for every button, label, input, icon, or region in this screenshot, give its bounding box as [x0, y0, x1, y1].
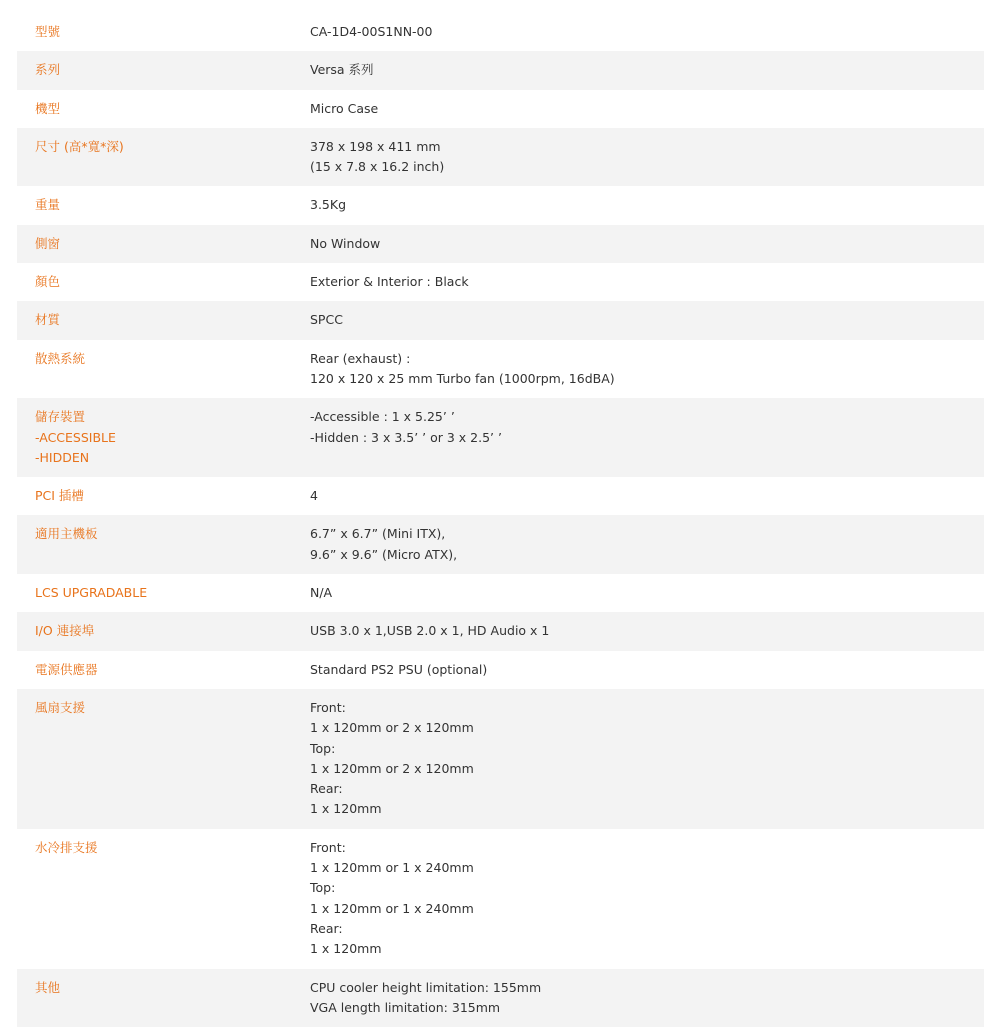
spec-value-line: 4 — [310, 486, 984, 506]
spec-row — [17, 263, 984, 301]
spec-row — [17, 477, 984, 515]
spec-label-line: -HIDDEN — [35, 448, 310, 468]
spec-value — [310, 698, 984, 820]
spec-value-line: Front: — [310, 838, 984, 858]
spec-label — [17, 407, 310, 468]
spec-value-line: 6.7” x 6.7” (Mini ITX), — [310, 524, 984, 544]
spec-value-line: Rear: — [310, 919, 984, 939]
spec-label-line: 側窗 — [35, 234, 310, 254]
spec-label-line: 水冷排支援 — [35, 838, 310, 858]
spec-row — [17, 574, 984, 612]
spec-value — [310, 407, 984, 468]
spec-row — [17, 829, 984, 969]
spec-label — [17, 99, 310, 119]
spec-label-line: 儲存裝置 — [35, 407, 310, 427]
spec-label — [17, 60, 310, 80]
spec-row — [17, 90, 984, 128]
spec-value — [310, 99, 984, 119]
spec-row — [17, 225, 984, 263]
spec-value-line: SPCC — [310, 310, 984, 330]
spec-label — [17, 978, 310, 1019]
spec-value — [310, 524, 984, 565]
spec-value-line: 1 x 120mm or 2 x 120mm — [310, 718, 984, 738]
spec-row — [17, 398, 984, 477]
spec-row — [17, 13, 984, 51]
spec-value-line: 9.6” x 9.6” (Micro ATX), — [310, 545, 984, 565]
spec-value — [310, 621, 984, 641]
spec-row — [17, 51, 984, 89]
spec-value-line: Front: — [310, 698, 984, 718]
spec-value-line: 378 x 198 x 411 mm — [310, 137, 984, 157]
spec-value — [310, 349, 984, 390]
spec-label — [17, 660, 310, 680]
spec-label-line: 顏色 — [35, 272, 310, 292]
spec-label-line: LCS UPGRADABLE — [35, 583, 310, 603]
spec-row — [17, 969, 984, 1027]
spec-label-line: 其他 — [35, 978, 310, 998]
spec-label-line: 尺寸 (高*寬*深) — [35, 137, 310, 157]
spec-value — [310, 660, 984, 680]
spec-label-line: 風扇支援 — [35, 698, 310, 718]
spec-label-line: 材質 — [35, 310, 310, 330]
spec-row — [17, 612, 984, 650]
spec-value-line: 3.5Kg — [310, 195, 984, 215]
spec-row — [17, 186, 984, 224]
spec-value-line: Rear: — [310, 779, 984, 799]
spec-value — [310, 137, 984, 178]
spec-value-line: 1 x 120mm or 1 x 240mm — [310, 899, 984, 919]
spec-value-line: CA-1D4-00S1NN-00 — [310, 22, 984, 42]
spec-label-line: 散熱系統 — [35, 349, 310, 369]
spec-value — [310, 486, 984, 506]
spec-value-line: No Window — [310, 234, 984, 254]
spec-value-line: Versa 系列 — [310, 60, 984, 80]
spec-label — [17, 621, 310, 641]
spec-value-line: 1 x 120mm — [310, 799, 984, 819]
spec-value — [310, 838, 984, 960]
spec-value-line: Standard PS2 PSU (optional) — [310, 660, 984, 680]
spec-label — [17, 838, 310, 960]
spec-value — [310, 978, 984, 1019]
spec-label — [17, 524, 310, 565]
spec-row — [17, 651, 984, 689]
spec-value — [310, 60, 984, 80]
spec-value — [310, 310, 984, 330]
spec-value-line: -Accessible : 1 x 5.25’ ’ — [310, 407, 984, 427]
spec-value — [310, 195, 984, 215]
spec-label — [17, 272, 310, 292]
spec-value — [310, 272, 984, 292]
spec-label-line: I/O 連接埠 — [35, 621, 310, 641]
spec-value-line: Rear (exhaust) : — [310, 349, 984, 369]
spec-label — [17, 583, 310, 603]
spec-label — [17, 137, 310, 178]
spec-label — [17, 234, 310, 254]
spec-value — [310, 234, 984, 254]
spec-label-line: 型號 — [35, 22, 310, 42]
spec-label-line: 電源供應器 — [35, 660, 310, 680]
spec-value-line: 1 x 120mm or 2 x 120mm — [310, 759, 984, 779]
spec-row — [17, 515, 984, 574]
spec-value — [310, 583, 984, 603]
spec-value-line: 1 x 120mm — [310, 939, 984, 959]
spec-label-line: 重量 — [35, 195, 310, 215]
spec-row — [17, 689, 984, 829]
spec-value — [310, 22, 984, 42]
spec-label-line: PCI 插槽 — [35, 486, 310, 506]
spec-row — [17, 128, 984, 187]
spec-table — [17, 13, 984, 1027]
spec-label-line: 適用主機板 — [35, 524, 310, 544]
spec-value-line: CPU cooler height limitation: 155mm — [310, 978, 984, 998]
spec-label — [17, 349, 310, 390]
spec-value-line: 120 x 120 x 25 mm Turbo fan (1000rpm, 16dBA) — [310, 369, 984, 389]
spec-row — [17, 340, 984, 399]
spec-value-line: Top: — [310, 739, 984, 759]
spec-value-line: -Hidden : 3 x 3.5’ ’ or 3 x 2.5’ ’ — [310, 428, 984, 448]
spec-label — [17, 195, 310, 215]
spec-value-line: (15 x 7.8 x 16.2 inch) — [310, 157, 984, 177]
spec-label — [17, 698, 310, 820]
spec-label — [17, 486, 310, 506]
spec-label-line: 機型 — [35, 99, 310, 119]
spec-row — [17, 301, 984, 339]
spec-label-line: -ACCESSIBLE — [35, 428, 310, 448]
spec-value-line: 1 x 120mm or 1 x 240mm — [310, 858, 984, 878]
spec-value-line: USB 3.0 x 1,USB 2.0 x 1, HD Audio x 1 — [310, 621, 984, 641]
spec-label-line: 系列 — [35, 60, 310, 80]
spec-value-line: Exterior & Interior : Black — [310, 272, 984, 292]
spec-label — [17, 22, 310, 42]
spec-value-line: Top: — [310, 878, 984, 898]
spec-label — [17, 310, 310, 330]
spec-value-line: VGA length limitation: 315mm — [310, 998, 984, 1018]
spec-value-line: N/A — [310, 583, 984, 603]
spec-value-line: Micro Case — [310, 99, 984, 119]
